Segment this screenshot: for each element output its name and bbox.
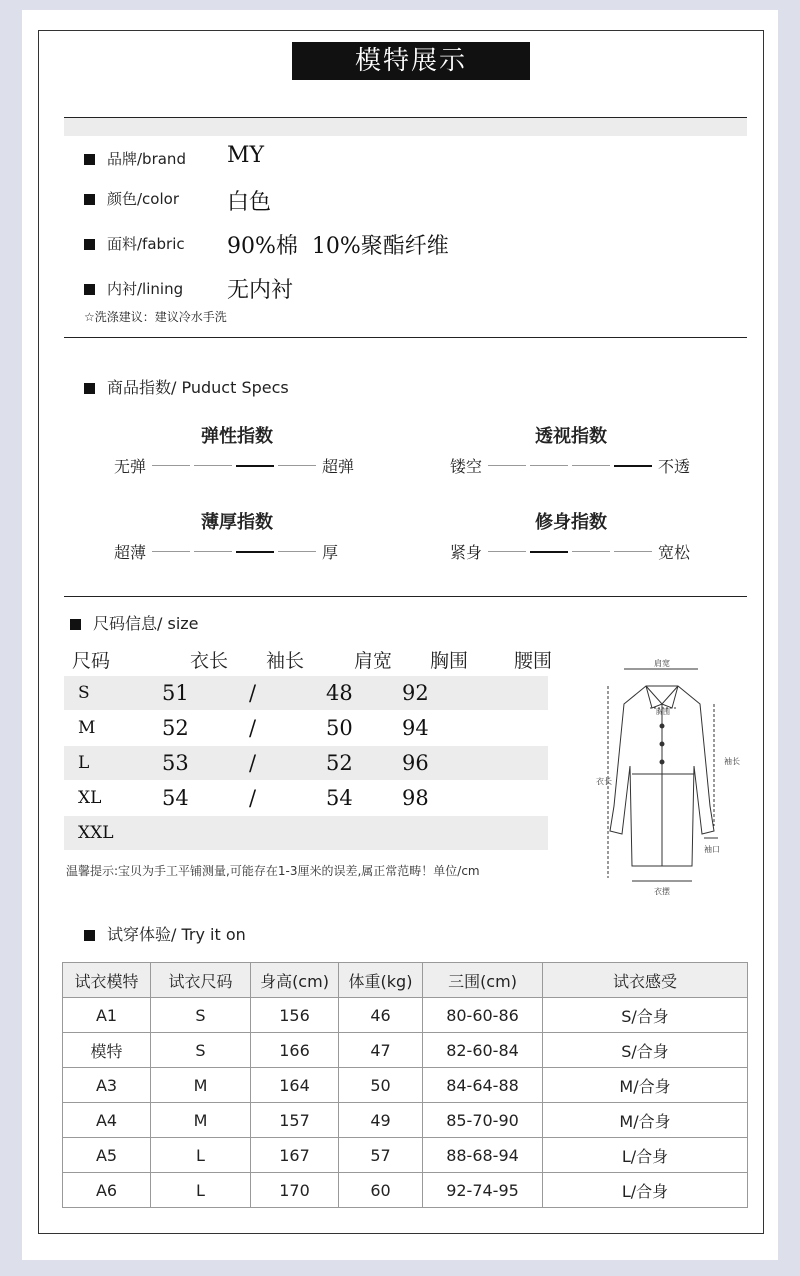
tryon-cell: 57 bbox=[339, 1138, 423, 1173]
attr-label: 品牌/brand bbox=[107, 150, 186, 168]
tryon-heading bbox=[84, 922, 246, 945]
size-cell: 54 bbox=[162, 786, 189, 810]
bullet-square-icon bbox=[70, 619, 81, 630]
attr-label: 内衬/lining bbox=[107, 280, 184, 298]
index-marker bbox=[572, 465, 610, 466]
size-cell: 52 bbox=[162, 716, 189, 740]
attr-label: 面料/fabric bbox=[107, 235, 185, 253]
index-marker-active bbox=[236, 551, 274, 553]
size-cell: L bbox=[78, 753, 90, 773]
index-marker bbox=[278, 465, 316, 466]
size-cell: 98 bbox=[402, 786, 429, 810]
size-row bbox=[64, 746, 548, 780]
page-title: 模特展示 bbox=[292, 42, 530, 80]
tryon-cell: M/合身 bbox=[543, 1103, 748, 1138]
size-tip: 温馨提示:宝贝为手工平铺测量,可能存在1-3厘米的误差,属正常范畴！单位/cm bbox=[66, 864, 480, 878]
tryon-cell: A3 bbox=[63, 1068, 151, 1103]
tryon-cell: 167 bbox=[251, 1138, 339, 1173]
size-row bbox=[64, 816, 548, 850]
tryon-cell: M bbox=[151, 1103, 251, 1138]
size-col-header: 肩宽 bbox=[354, 650, 393, 672]
index-marker-active bbox=[236, 465, 274, 467]
size-cell: XL bbox=[78, 788, 102, 808]
tryon-cell: 模特 bbox=[63, 1033, 151, 1068]
index-left-label: 镂空 bbox=[450, 457, 483, 476]
tryon-cell: L bbox=[151, 1138, 251, 1173]
header-band bbox=[64, 118, 747, 136]
tryon-cell: M bbox=[151, 1068, 251, 1103]
tryon-row bbox=[63, 1138, 748, 1173]
tryon-cell: 80-60-86 bbox=[423, 998, 543, 1033]
index-marker bbox=[488, 465, 526, 466]
tryon-cell: A1 bbox=[63, 998, 151, 1033]
tryon-cell: S/合身 bbox=[543, 998, 748, 1033]
tryon-col-header: 身高(cm) bbox=[251, 963, 339, 998]
index-marker bbox=[152, 465, 190, 466]
tryon-row bbox=[63, 1033, 748, 1068]
index-right-label: 厚 bbox=[322, 543, 339, 562]
index-marker bbox=[194, 465, 232, 466]
tryon-header-row bbox=[63, 963, 748, 998]
index-title: 透视指数 bbox=[535, 426, 607, 447]
tryon-cell: 49 bbox=[339, 1103, 423, 1138]
specs-heading bbox=[84, 375, 289, 398]
size-cell: / bbox=[249, 681, 257, 705]
size-heading-text: 尺码信息/ size bbox=[93, 614, 199, 633]
attr-color bbox=[84, 188, 179, 209]
size-cell: 54 bbox=[326, 786, 353, 810]
tryon-cell: 88-68-94 bbox=[423, 1138, 543, 1173]
size-cell: 48 bbox=[326, 681, 353, 705]
diagram-label-shoulder: 肩宽 bbox=[654, 659, 670, 668]
size-row bbox=[64, 781, 548, 815]
bullet-square-icon bbox=[84, 930, 95, 941]
divider bbox=[64, 596, 747, 597]
size-col-header: 袖长 bbox=[266, 650, 305, 672]
tryon-cell: A6 bbox=[63, 1173, 151, 1208]
attr-lining-value: 无内衬 bbox=[227, 278, 294, 303]
tryon-cell: 50 bbox=[339, 1068, 423, 1103]
size-cell: XXL bbox=[78, 823, 114, 843]
size-cell: / bbox=[249, 786, 257, 810]
index-right-label: 超弹 bbox=[322, 457, 355, 476]
attr-fabric bbox=[84, 233, 185, 254]
tryon-cell: M/合身 bbox=[543, 1068, 748, 1103]
index-scale bbox=[446, 540, 694, 563]
bullet-square-icon bbox=[84, 194, 95, 205]
index-marker bbox=[194, 551, 232, 552]
index-scale bbox=[110, 540, 342, 563]
index-title: 弹性指数 bbox=[201, 426, 273, 447]
index-title: 修身指数 bbox=[535, 512, 607, 533]
tryon-row bbox=[63, 1103, 748, 1138]
size-cell: 53 bbox=[162, 751, 189, 775]
tryon-cell: 84-64-88 bbox=[423, 1068, 543, 1103]
tryon-cell: L/合身 bbox=[543, 1138, 748, 1173]
size-col-header: 胸围 bbox=[430, 650, 469, 672]
tryon-cell: 60 bbox=[339, 1173, 423, 1208]
index-marker-active bbox=[530, 551, 568, 553]
tryon-cell: L bbox=[151, 1173, 251, 1208]
attr-brand-value: MY bbox=[227, 143, 265, 168]
tryon-cell: A4 bbox=[63, 1103, 151, 1138]
tryon-cell: 46 bbox=[339, 998, 423, 1033]
index-title: 薄厚指数 bbox=[201, 512, 273, 533]
size-cell: 92 bbox=[402, 681, 429, 705]
tryon-cell: L/合身 bbox=[543, 1173, 748, 1208]
size-cell: 94 bbox=[402, 716, 429, 740]
size-cell: M bbox=[78, 718, 96, 738]
wash-note: ☆洗涤建议：建议冷水手洗 bbox=[84, 310, 227, 324]
size-cell: 50 bbox=[326, 716, 353, 740]
index-marker bbox=[572, 551, 610, 552]
attr-lining bbox=[84, 278, 183, 299]
tryon-row bbox=[63, 1173, 748, 1208]
bullet-square-icon bbox=[84, 284, 95, 295]
tryon-col-header: 三围(cm) bbox=[423, 963, 543, 998]
index-marker bbox=[530, 465, 568, 466]
tryon-cell: 166 bbox=[251, 1033, 339, 1068]
index-left-label: 超薄 bbox=[114, 543, 147, 562]
tryon-table bbox=[62, 962, 748, 1208]
size-col-header: 尺码 bbox=[72, 650, 111, 672]
index-marker bbox=[614, 551, 652, 552]
tryon-row bbox=[63, 998, 748, 1033]
attr-fabric-value: 90%棉 10%聚酯纤维 bbox=[227, 234, 449, 259]
size-heading bbox=[70, 611, 199, 634]
tryon-col-header: 体重(kg) bbox=[339, 963, 423, 998]
tryon-col-header: 试衣尺码 bbox=[151, 963, 251, 998]
index-scale bbox=[110, 454, 358, 477]
diagram-label-cuff: 袖口 bbox=[704, 845, 720, 854]
tryon-cell: 92-74-95 bbox=[423, 1173, 543, 1208]
tryon-cell: S bbox=[151, 998, 251, 1033]
bullet-square-icon bbox=[84, 154, 95, 165]
size-cell: 52 bbox=[326, 751, 353, 775]
tryon-heading-text: 试穿体验/ Try it on bbox=[107, 925, 246, 944]
tryon-cell: 156 bbox=[251, 998, 339, 1033]
index-marker bbox=[152, 551, 190, 552]
tryon-cell: 157 bbox=[251, 1103, 339, 1138]
diagram-label-hem: 衣摆 bbox=[654, 887, 670, 896]
bullet-square-icon bbox=[84, 239, 95, 250]
size-cell: / bbox=[249, 751, 257, 775]
tryon-cell: 170 bbox=[251, 1173, 339, 1208]
size-cell: / bbox=[249, 716, 257, 740]
tryon-cell: A5 bbox=[63, 1138, 151, 1173]
index-right-label: 宽松 bbox=[658, 543, 691, 562]
divider bbox=[64, 337, 747, 338]
index-right-label: 不透 bbox=[658, 457, 691, 476]
page bbox=[22, 10, 778, 1260]
index-marker bbox=[278, 551, 316, 552]
size-cell: 51 bbox=[162, 681, 189, 705]
diagram-label-length: 衣长 bbox=[596, 777, 612, 786]
tryon-cell: 164 bbox=[251, 1068, 339, 1103]
diagram-label-sleeve: 袖长 bbox=[724, 757, 740, 766]
tryon-cell: S/合身 bbox=[543, 1033, 748, 1068]
tryon-row bbox=[63, 1068, 748, 1103]
index-marker-active bbox=[614, 465, 652, 467]
index-left-label: 紧身 bbox=[450, 543, 483, 562]
tryon-cell: 47 bbox=[339, 1033, 423, 1068]
size-cell: S bbox=[78, 683, 90, 703]
diagram-label-chest: 胸围 bbox=[656, 708, 670, 716]
size-cell: 96 bbox=[402, 751, 429, 775]
tryon-cell: S bbox=[151, 1033, 251, 1068]
index-left-label: 无弹 bbox=[114, 457, 147, 476]
size-row bbox=[64, 676, 548, 710]
attr-color-value: 白色 bbox=[227, 190, 272, 215]
bullet-square-icon bbox=[84, 383, 95, 394]
size-col-header: 衣长 bbox=[190, 650, 229, 672]
garment-diagram bbox=[596, 656, 776, 901]
attr-label: 颜色/color bbox=[107, 190, 179, 208]
tryon-cell: 82-60-84 bbox=[423, 1033, 543, 1068]
tryon-cell: 85-70-90 bbox=[423, 1103, 543, 1138]
attr-brand bbox=[84, 148, 186, 169]
size-row bbox=[64, 711, 548, 745]
index-marker bbox=[488, 551, 526, 552]
index-scale bbox=[446, 454, 694, 477]
size-col-header: 腰围 bbox=[514, 650, 553, 672]
tryon-col-header: 试衣感受 bbox=[543, 963, 748, 998]
specs-heading-text: 商品指数/ Puduct Specs bbox=[107, 378, 289, 397]
tryon-col-header: 试衣模特 bbox=[63, 963, 151, 998]
